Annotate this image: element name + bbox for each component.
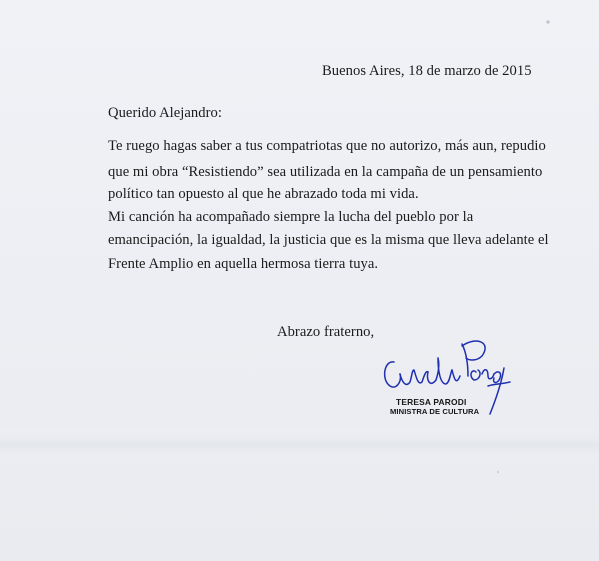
- letter-body-line: Frente Amplio en aquella hermosa tierra tuya.: [108, 256, 379, 272]
- signatory-title: MINISTRA DE CULTURA: [390, 407, 480, 416]
- signatory-name: TERESA PARODI: [396, 397, 467, 407]
- letter-body-line: político tan opuesto al que he abrazado toda mi vida.: [108, 186, 419, 202]
- letter-date: Buenos Aires, 18 de marzo de 2015: [322, 63, 532, 79]
- letter-body-line: emancipación, la igualdad, la justicia que es la misma que lleva adelante el: [108, 232, 549, 248]
- letter-body-line: que mi obra “Resistiendo” sea utilizada en la campaña de un pensamiento: [108, 164, 543, 180]
- letter-body-line: Te ruego hagas saber a tus compatriotas que no autorizo, más aun, repudio: [108, 138, 546, 154]
- letter-salutation: Querido Alejandro:: [108, 105, 222, 121]
- letter-body-line: Mi canción ha acompañado siempre la lucha del pueblo por la: [108, 209, 474, 225]
- letter-closing: Abrazo fraterno,: [277, 324, 375, 340]
